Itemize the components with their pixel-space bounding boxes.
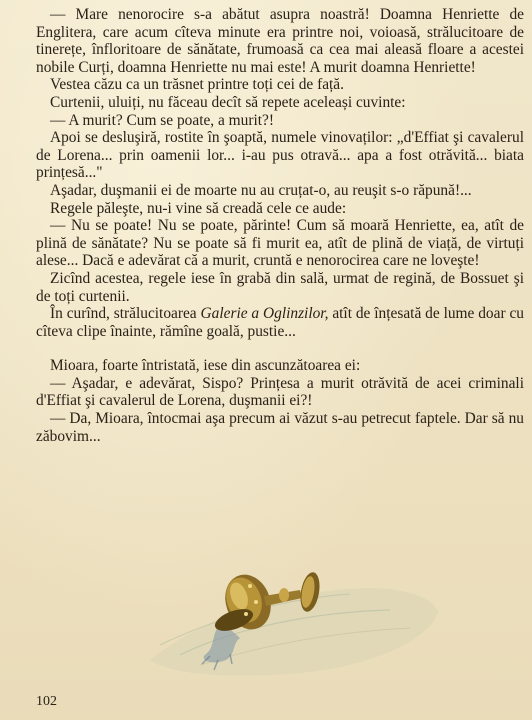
paragraph: — Da, Mioara, întocmai aşa precum ai văzut s-au petrecut faptele. Dar să nu zăbovim...	[36, 410, 524, 445]
gallery-title-italic: Galerie a Oglinzilor,	[200, 305, 329, 323]
paragraph: Mioara, foarte întristată, iese din ascunzătoarea ei:	[50, 357, 361, 375]
paragraph: — Mare nenorocire s-a abătut asupra noastră! Doamna Henriette de Englitera, care acum cîteva minute era printre noi, voioasă, strălucitoare de tinerețe, înfloritoare de sănătate, frumoasă ca cea mai aleasă floare a acestei nobile Curți, doamna Henriette nu mai este! A murit doamna Henriette!	[36, 6, 524, 76]
paragraph: Curtenii, uluiți, nu făceau decît să repete aceleași cuvinte:	[50, 93, 406, 111]
paragraph-gallery	[36, 305, 524, 340]
paragraph: — Nu se poate! Nu se poate, părinte! Cum să moară Henriette, ea, atît de plină de sănătate? Nu se poate să fi murit ea, atît de plină de viață, de virtuți alese... Dacă e adevărat că a murit, cruntă e nenorocirea care ne loveşte!	[36, 217, 524, 270]
gallery-text-after: atît de înțesată de lume doar cu cîteva clipe înainte, rămîne goală, pustie...	[36, 305, 524, 340]
paragraph: — A murit? Cum se poate, a murit?!	[50, 111, 274, 129]
paragraph: Aşadar, duşmanii ei de moarte nu au cruțat-o, au reuşit s-o răpună!...	[50, 181, 472, 199]
paragraph: Apoi se desluşiră, rostite în şoaptă, numele vinovaților: „d'Effiat şi cavalerul de Lorena... prin oamenii lor... i-au pus otravă... apa a fost otrăvită... biata prințesă..."	[36, 129, 524, 182]
paragraph: Regele păleşte, nu-i vine să creadă cele ce aude:	[50, 199, 347, 217]
paragraph: Vestea căzu ca un trăsnet printre toți cei de față.	[50, 76, 344, 94]
paragraph: Zicînd acestea, regele iese în grabă din sală, urmat de regină, de Bossuet şi de toți curtenii.	[36, 269, 524, 305]
page-number: 102	[36, 694, 57, 709]
gallery-text-before: În curînd, strălucitoarea	[50, 305, 201, 323]
body-text	[36, 6, 524, 445]
paragraph: — Aşadar, e adevărat, Sispo? Prințesa a murit otrăvită de acei criminali d'Effiat şi cavalerul de Lorena, duşmanii ei?!	[36, 374, 524, 410]
fallen-goblet-illustration	[140, 550, 440, 680]
